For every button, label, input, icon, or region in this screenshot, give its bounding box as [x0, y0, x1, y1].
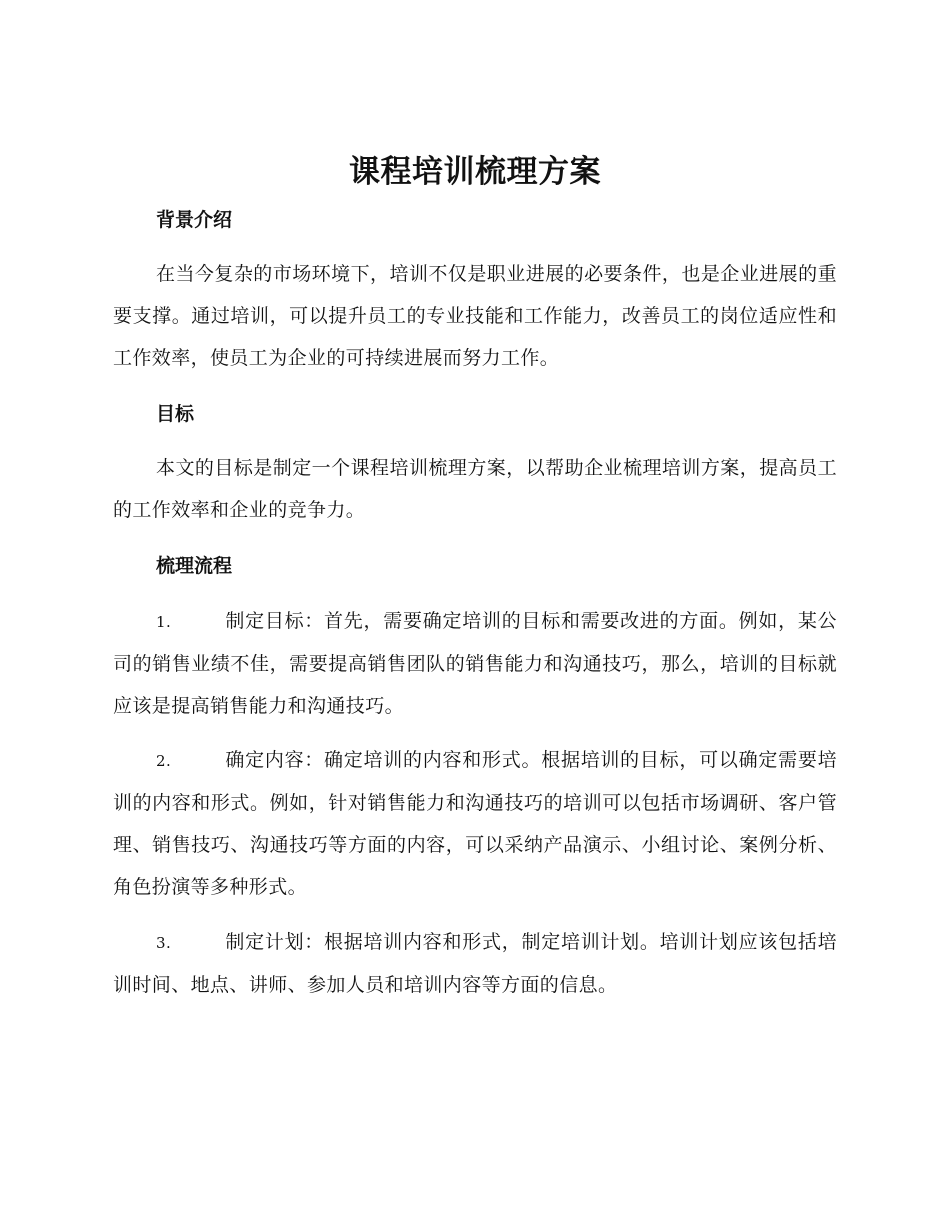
background-paragraph: 在当今复杂的市场环境下，培训不仅是职业进展的必要条件，也是企业进展的重要支撑。通过培训，可以提升员工的专业技能和工作能力，改善员工的岗位适应性和工作效率，使员工为企业的可持续进展而努力工作。 [113, 263, 837, 369]
section-heading-background: 背景介绍 [156, 209, 233, 231]
goal-paragraph: 本文的目标是制定一个课程培训梳理方案，以帮助企业梳理培训方案，提高员工的工作效率和企业的竞争力。 [113, 457, 837, 521]
list-number: 1. [156, 613, 172, 631]
list-item-text: 确定内容：确定培训的内容和形式。根据培训的目标，可以确定需要培训的内容和形式。例如，针对销售能力和沟通技巧的培训可以包括市场调研、客户管理、销售技巧、沟通技巧等方面的内容，可以采纳产品演示、小组讨论、案例分析、角色扮演等多种形式。 [113, 749, 837, 898]
process-item-2 [113, 739, 837, 908]
list-number: 3. [156, 934, 172, 952]
list-number: 2. [156, 752, 172, 770]
section-heading-goal: 目标 [156, 403, 195, 425]
list-item-text: 制定计划：根据培训内容和形式，制定培训计划。培训计划应该包括培训时间、地点、讲师、参加人员和培训内容等方面的信息。 [113, 931, 837, 996]
process-item-1 [113, 600, 837, 727]
list-item-text: 制定目标：首先，需要确定培训的目标和需要改进的方面。例如，某公司的销售业绩不佳，需要提高销售团队的销售能力和沟通技巧，那么，培训的目标就应该是提高销售能力和沟通技巧。 [113, 610, 837, 717]
section-heading-process: 梳理流程 [156, 555, 233, 577]
process-item-3 [113, 921, 837, 1006]
document-title: 课程培训梳理方案 [349, 154, 601, 190]
